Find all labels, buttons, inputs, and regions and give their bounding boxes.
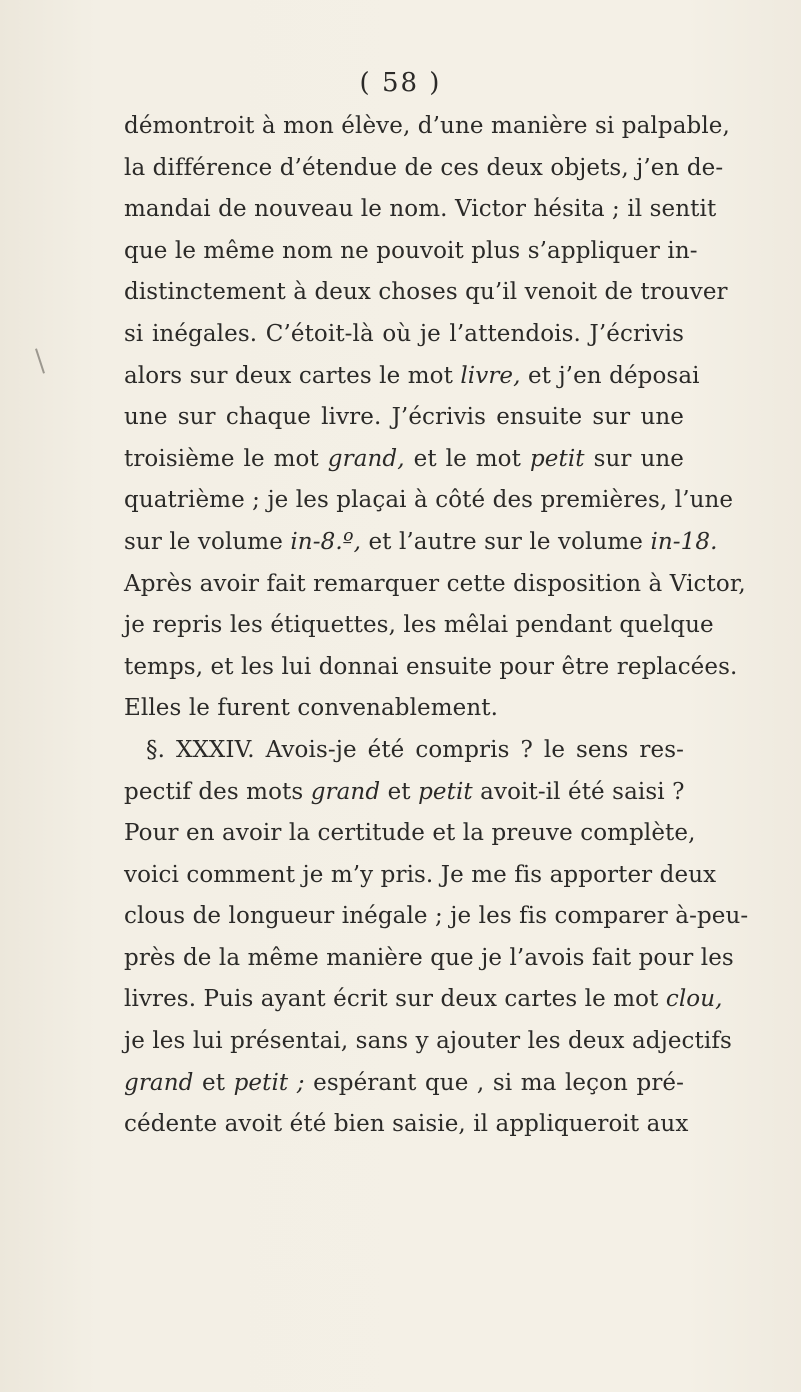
italic-word: petit — [418, 778, 473, 805]
text-line — [124, 813, 696, 855]
text-segment: §. XXXIV. Avois-je été compris ? le sens res- — [146, 736, 684, 763]
text-segment: alors sur deux cartes le mot — [124, 362, 461, 389]
text-segment: pectif des mots — [124, 778, 311, 805]
italic-word: grand — [124, 1069, 194, 1096]
text-segment: je les lui présentai, sans y ajouter les deux adjectifs — [124, 1028, 732, 1055]
text-line — [124, 314, 684, 356]
text-segment: et j’en déposai — [520, 362, 700, 389]
text-line — [124, 1021, 732, 1063]
text-line — [124, 439, 684, 481]
page-number: ( 58 ) — [359, 68, 442, 98]
italic-word: grand — [310, 778, 381, 805]
body-text — [124, 106, 749, 1146]
text-segment: la différence d’étendue de ces deux objets, j’en de- — [124, 154, 724, 181]
text-line — [124, 522, 718, 564]
text-segment: et — [193, 1069, 234, 1096]
italic-word: petit — [529, 445, 585, 472]
text-line — [124, 938, 734, 980]
text-segment: que le même nom ne pouvoit plus s’appliquer in- — [124, 237, 698, 264]
text-line — [124, 605, 714, 647]
italic-word: clou, — [665, 986, 723, 1013]
text-segment: et — [380, 778, 419, 805]
italic-word: livre, — [460, 362, 521, 389]
text-line — [124, 189, 717, 231]
text-segment: je repris les étiquettes, les mêlai pendant quelque — [124, 612, 714, 639]
text-line — [124, 106, 730, 148]
text-segment: espérant que , si ma leçon pré- — [304, 1069, 684, 1096]
text-segment: démontroit à mon élève, d’une manière si palpable, — [124, 113, 730, 139]
text-segment: Après avoir fait remarquer cette disposition à Victor, — [124, 570, 746, 597]
text-segment: livres. Puis ayant écrit sur deux cartes le mot — [124, 986, 666, 1013]
text-segment: clous de longueur inégale ; je les fis comparer à-peu- — [124, 903, 749, 930]
text-segment: quatrième ; je les plaçai à côté des premières, l’une — [124, 487, 734, 514]
text-line — [124, 647, 738, 689]
text-line — [124, 1104, 689, 1146]
text-segment: troisième le mot — [124, 445, 328, 472]
text-line — [124, 855, 717, 897]
text-segment: distinctement à deux choses qu’il venoit de trouver — [124, 279, 728, 306]
text-line — [124, 480, 734, 522]
text-segment: Elles le furent convenablement. — [124, 695, 499, 722]
italic-word: petit ; — [233, 1069, 305, 1096]
text-line — [124, 688, 684, 730]
italic-word: in-18. — [650, 528, 718, 555]
text-segment: voici comment je m’y pris. Je me fis apporter deux — [124, 861, 717, 888]
text-line — [124, 148, 724, 190]
text-segment: mandai de nouveau le nom. Victor hésita ; il sentit — [124, 196, 717, 223]
text-segment: sur une — [584, 445, 684, 472]
text-segment: et l’autre sur le volume — [361, 528, 651, 555]
text-line — [124, 896, 749, 938]
text-segment: près de la même manière que je l’avois fait pour les — [124, 944, 734, 971]
text-segment: sur le volume — [124, 528, 291, 555]
text-segment: temps, et les lui donnai ensuite pour être replacées. — [124, 653, 738, 680]
text-line — [124, 231, 698, 273]
text-segment: et le mot — [404, 445, 530, 472]
italic-word: in-8.º, — [290, 528, 362, 555]
text-line — [124, 272, 728, 314]
text-segment: une sur chaque livre. J’écrivis ensuite sur une — [124, 404, 684, 431]
text-line — [124, 1063, 684, 1105]
text-segment: avoit-il été saisi ? — [472, 778, 685, 805]
text-line — [124, 564, 746, 606]
text-line — [124, 356, 700, 398]
text-segment: si inégales. C’étoit-là où je l’attendois. J’écrivis — [124, 320, 684, 347]
text-line — [124, 730, 684, 772]
text-segment: Pour en avoir la certitude et la preuve complète, — [124, 820, 696, 847]
text-line — [124, 397, 684, 439]
margin-mark — [35, 348, 45, 373]
text-line — [124, 979, 723, 1021]
italic-word: grand, — [327, 445, 405, 472]
text-line — [124, 772, 684, 814]
text-segment: cédente avoit été bien saisie, il appliqueroit aux — [124, 1111, 689, 1138]
